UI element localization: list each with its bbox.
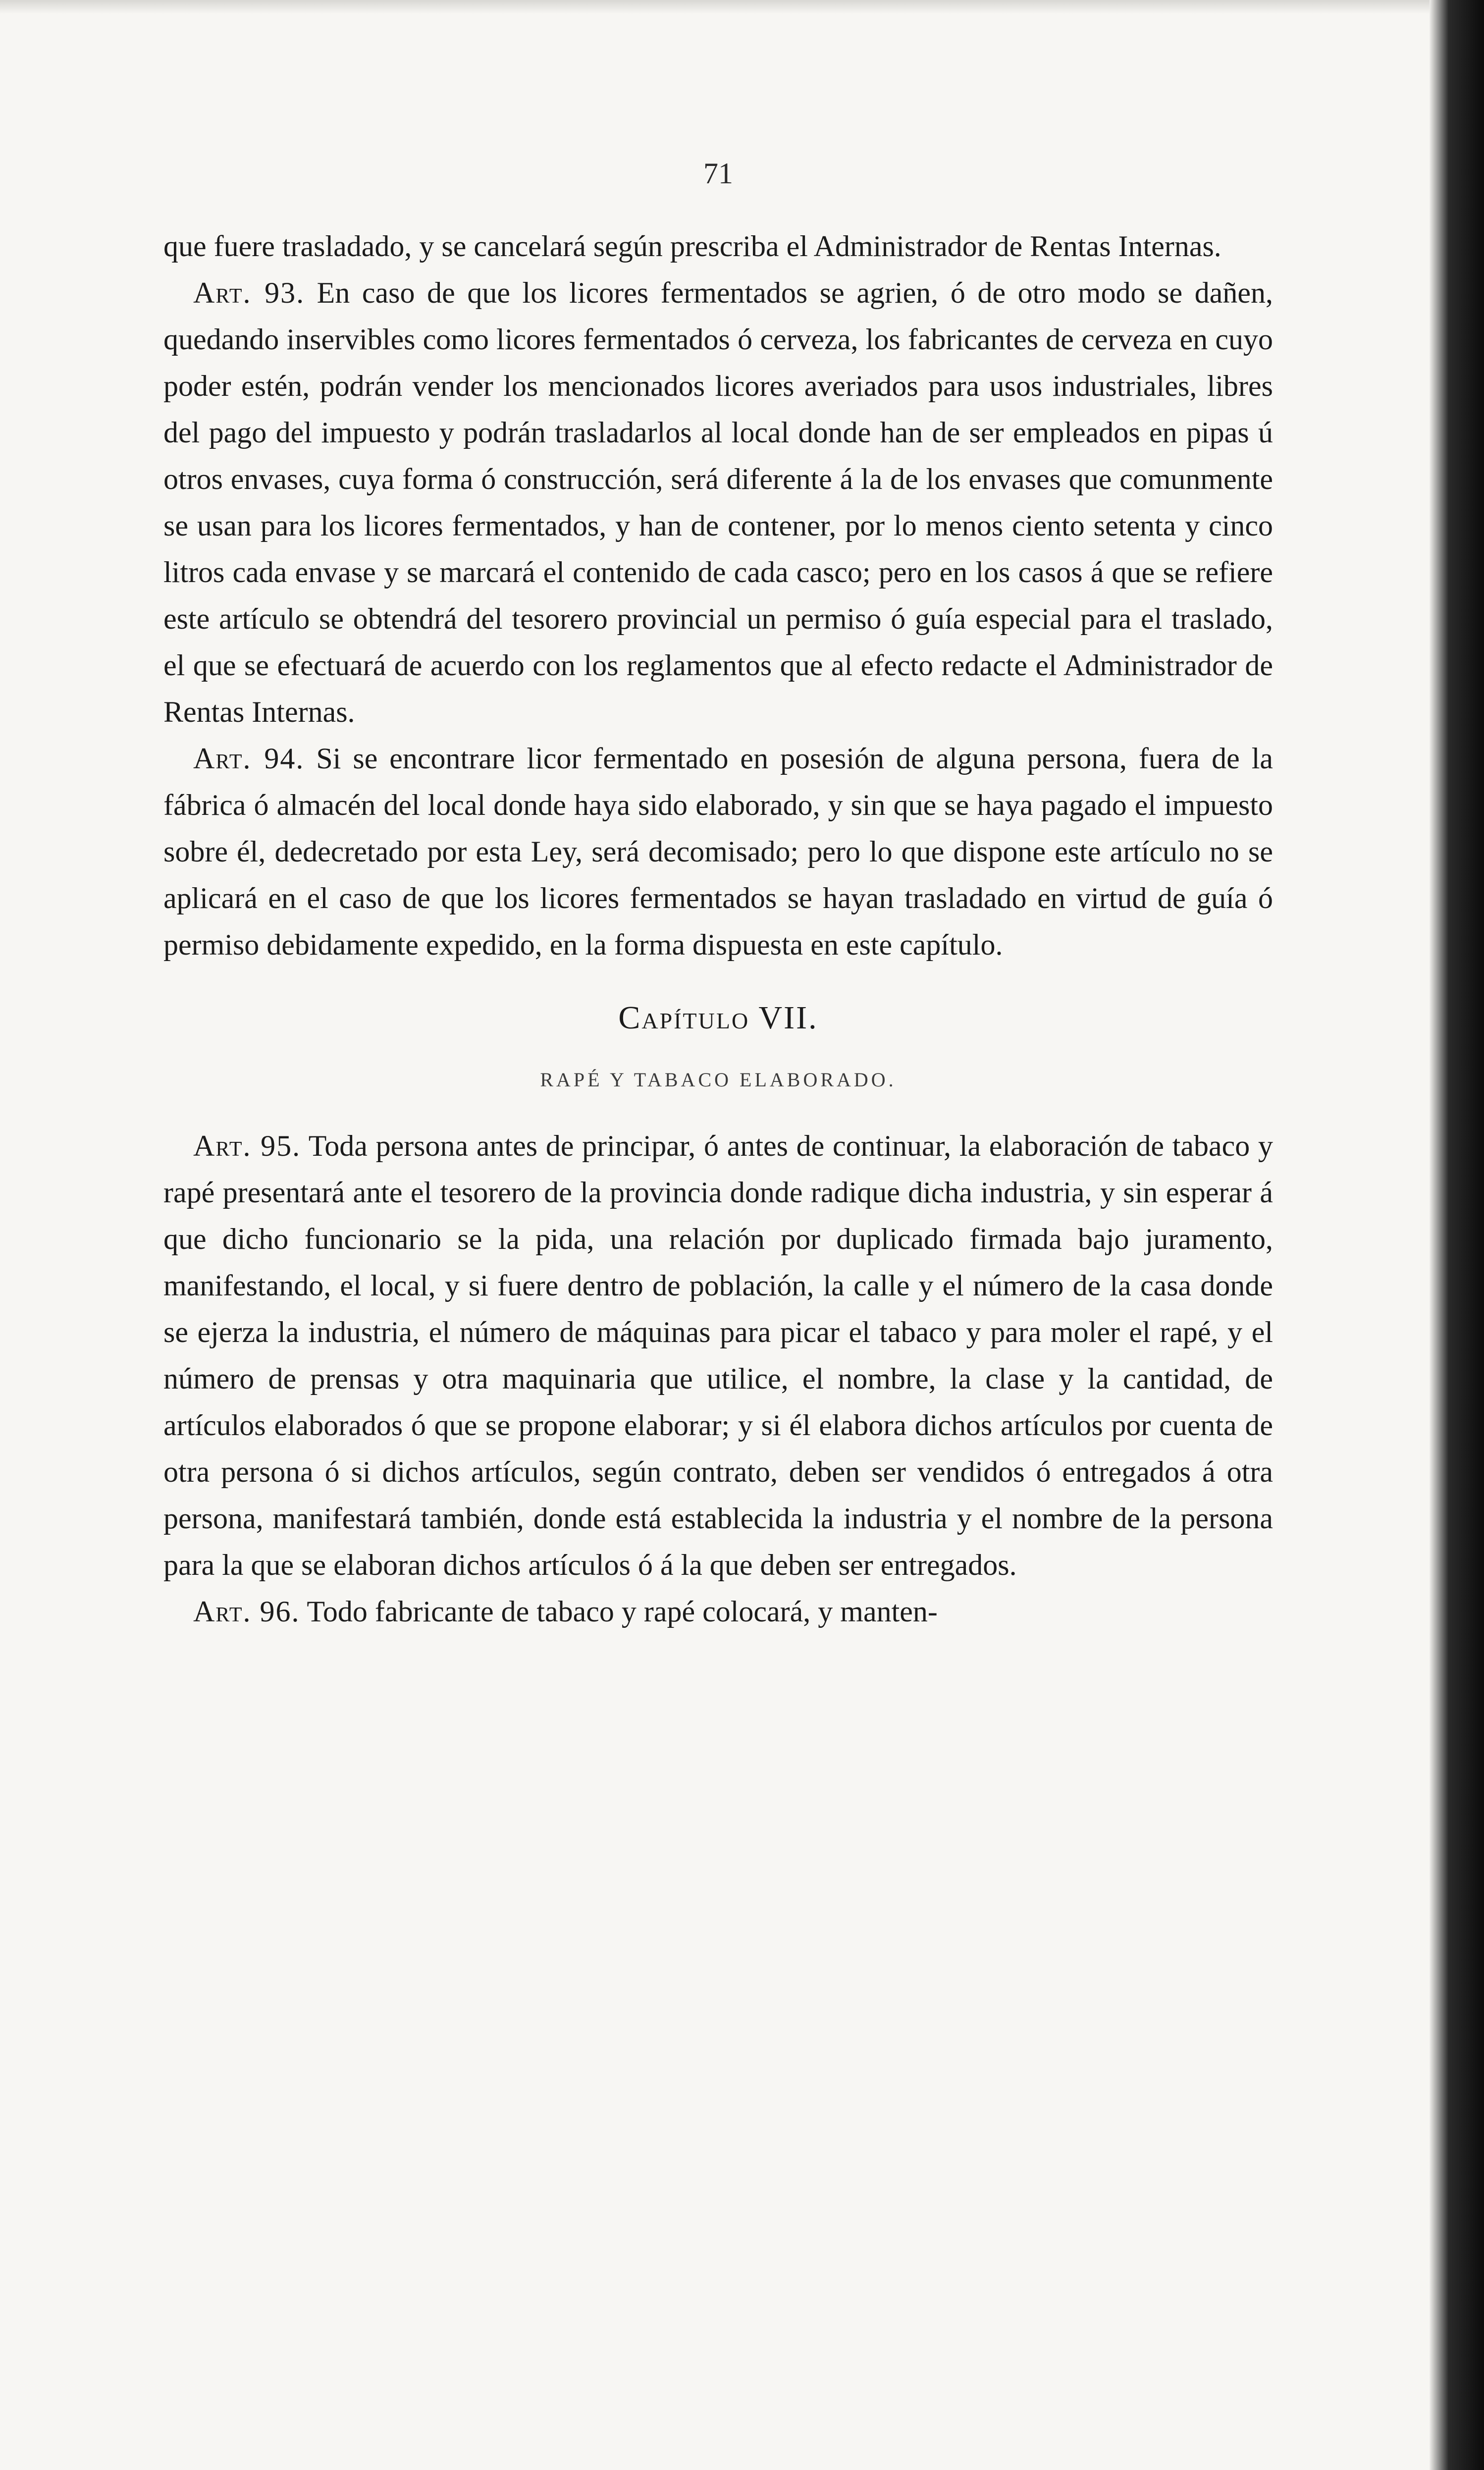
paragraph-text: que fuere trasladado, y se cancelará según prescriba el Administrador de Rentas Internas. xyxy=(163,230,1221,263)
page-number: 71 xyxy=(703,157,733,190)
article-text: En caso de que los licores fermentados se agrien, ó de otro modo se dañen, quedando inservibles como licores fermentados ó cerveza, los fabricantes de cerveza en cuyo poder estén, podrán vender los mencionados licores averiados para usos industriales, libres del pago del impuesto y podrán trasladarlos al local donde han de ser empleados en pipas ú otros envases, cuya forma ó construcción, será diferente á la de los envases que comunmente se usan para los licores fermentados, y han de contener, por lo menos ciento setenta y cinco litros cada envase y se marcará el contenido de cada casco; pero en los casos á que se refiere este artículo se obtendrá del tesorero provincial un permiso ó guía especial para el traslado, el que se efectuará de acuerdo con los reglamentos que al efecto redacte el Administrador de Rentas Internas. xyxy=(163,276,1273,728)
chapter-title: Capítulo VII. xyxy=(618,1000,818,1036)
article-label: Art. 94. xyxy=(193,742,305,775)
article-label: Art. 93. xyxy=(193,276,305,309)
article-94 xyxy=(163,735,1273,968)
article-95 xyxy=(163,1123,1273,1588)
page-edge-shadow xyxy=(1430,0,1484,2470)
article-text: Todo fabricante de tabaco y rapé colocará, y manten- xyxy=(300,1595,938,1628)
article-label: Art. 96. xyxy=(193,1595,300,1628)
article-label: Art. 95. xyxy=(193,1129,301,1162)
article-text: Si se encontrare licor fermentado en posesión de alguna persona, fuera de la fábrica ó almacén del local donde haya sido elaborado, y sin que se haya pagado el impuesto sobre él, dedecretado por esta Ley, será decomisado; pero lo que dispone este artículo no se aplicará en el caso de que los licores fermentados se hayan trasladado en virtud de guía ó permiso debidamente expedido, en la forma dispuesta en este capítulo. xyxy=(163,742,1273,961)
page-content xyxy=(163,154,1273,1635)
paragraph-continuation xyxy=(163,223,1273,269)
article-93 xyxy=(163,269,1273,735)
top-shadow xyxy=(0,0,1430,14)
article-96 xyxy=(163,1588,1273,1635)
article-text: Toda persona antes de principar, ó antes de continuar, la elaboración de tabaco y rapé presentará ante el tesorero de la provincia donde radique dicha industria, y sin esperar á que dicho funcionario se la pida, una relación por duplicado firmada bajo juramento, manifestando, el local, y si fuere dentro de población, la calle y el número de la casa donde se ejerza la industria, el número de máquinas para picar el tabaco y para moler el rapé, y el número de prensas y otra maquinaria que utilice, el nombre, la clase y la cantidad, de artículos elaborados ó que se propone elaborar; y si él elabora dichos artículos por cuenta de otra persona ó si dichos artículos, según contrato, deben ser vendidos ó entregados á otra persona, manifestará también, donde está establecida la industria y el nombre de la persona para la que se elaboran dichos artículos ó á la que deben ser entregados. xyxy=(163,1129,1273,1581)
chapter-subtitle: RAPÉ Y TABACO ELABORADO. xyxy=(540,1069,897,1091)
